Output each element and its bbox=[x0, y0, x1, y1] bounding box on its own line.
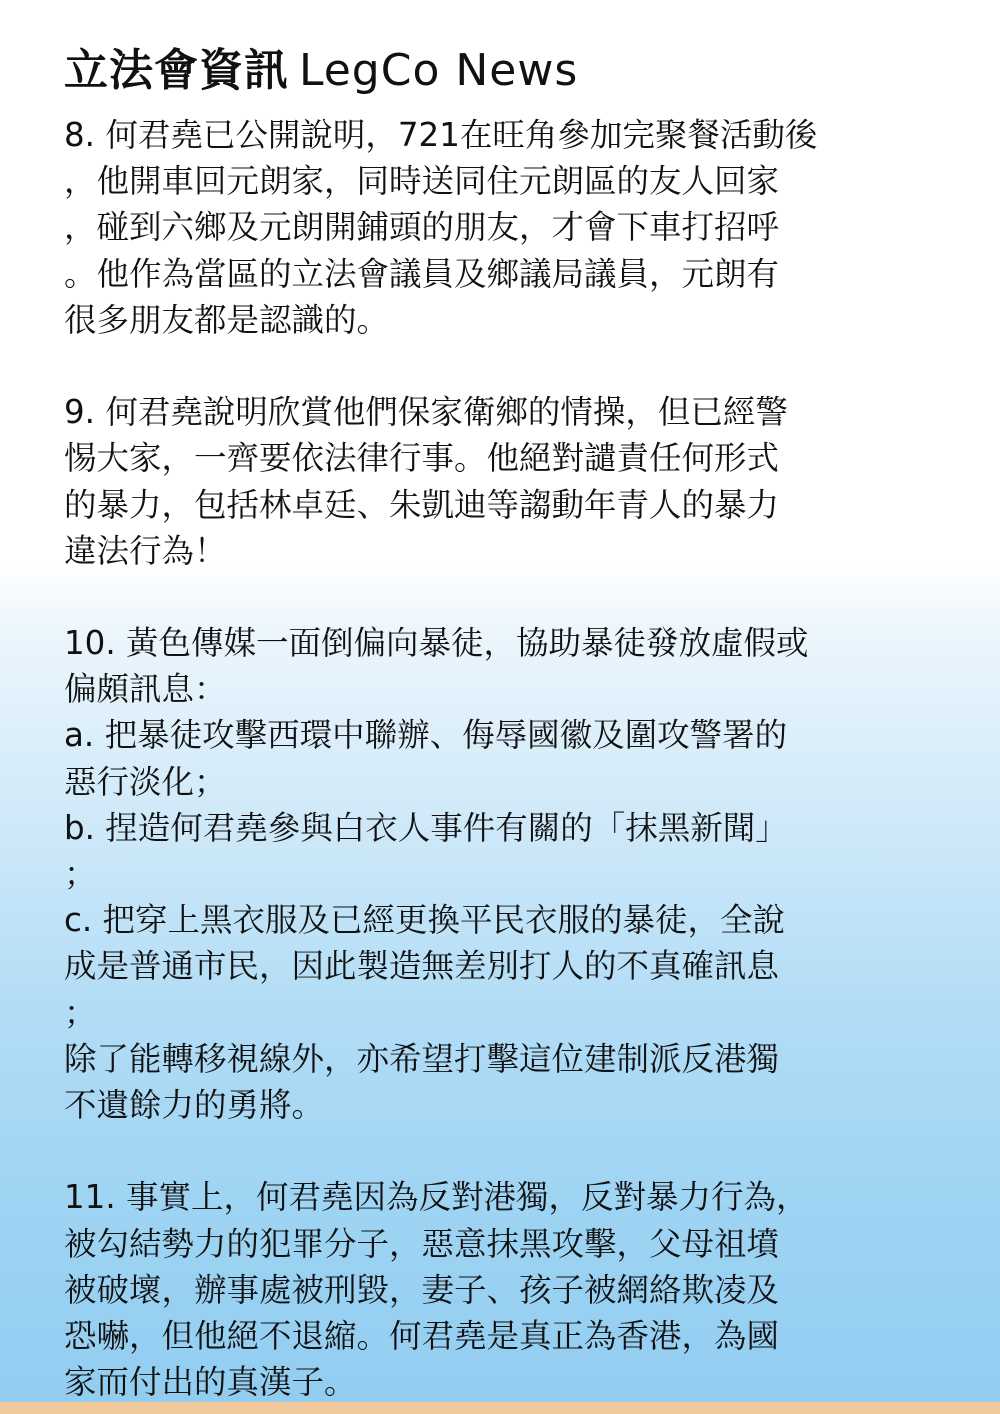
page-title-chinese: 立法會資訊 bbox=[64, 45, 289, 96]
paragraph-11 bbox=[64, 1174, 914, 1405]
page-title-english: LegCo News bbox=[299, 45, 579, 96]
text-line: 8. 何君堯已公開說明，721在旺角參加完聚餐活動後 bbox=[64, 116, 818, 154]
text-line: 被勾結勢力的犯罪分子，惡意抹黑攻擊，父母祖墳 bbox=[64, 1224, 780, 1263]
text-line: 10. 黃色傳媒一面倒偏向暴徒，協助暴徒發放虛假或 bbox=[64, 624, 809, 663]
text-line: 惕大家，一齊要依法律行事。他絕對譴責任何形式 bbox=[64, 439, 780, 478]
text-line: 違法行為！ bbox=[64, 531, 227, 570]
bottom-accent-bar bbox=[0, 1402, 1000, 1414]
page-title bbox=[64, 34, 578, 98]
text-line: 恐嚇，但他絕不退縮。何君堯是真正為香港，為國 bbox=[64, 1316, 780, 1355]
paragraph-9 bbox=[64, 389, 914, 574]
text-line: 9. 何君堯說明欣賞他們保家衛鄉的情操，但已經警 bbox=[64, 393, 788, 432]
text-line: ； bbox=[64, 855, 97, 893]
text-line: 除了能轉移視線外，亦希望打擊這位建制派反港獨 bbox=[64, 1039, 780, 1078]
text-line: 的暴力，包括林卓廷、朱凱迪等謅動年青人的暴力 bbox=[64, 485, 780, 524]
list-item-c: c. 把穿上黑衣服及已經更換平民衣服的暴徒，全說 bbox=[64, 901, 786, 940]
paragraph-spacer bbox=[64, 574, 914, 620]
text-line: 成是普通市民，因此製造無差別打人的不真確訊息 bbox=[64, 947, 780, 986]
list-item-b: b. 捏造何君堯參與白衣人事件有關的「抹黑新聞」 bbox=[64, 808, 788, 847]
text-line: ，碰到六鄉及元朗開鋪頭的朋友，才會下車打招呼 bbox=[64, 208, 780, 247]
text-line: ，他開車回元朗家，同時送同住元朗區的友人回家 bbox=[64, 162, 780, 201]
text-line: 。他作為當區的立法會議員及鄉議局議員，元朗有 bbox=[64, 254, 780, 293]
paragraph-spacer bbox=[64, 1128, 914, 1174]
text-line: 被破壞，辦事處被刑毀，妻子、孩子被網絡欺凌及 bbox=[64, 1270, 780, 1309]
text-line: 11. 事實上，何君堯因為反對港獨，反對暴力行為， bbox=[64, 1178, 809, 1217]
text-line: 惡行淡化； bbox=[64, 762, 227, 801]
text-line: 偏頗訊息： bbox=[64, 670, 227, 709]
paragraph-spacer bbox=[64, 343, 914, 389]
list-item-a: a. 把暴徒攻擊西環中聯辦、侮辱國徽及圍攻警署的 bbox=[64, 716, 788, 755]
text-line: 很多朋友都是認識的。 bbox=[64, 300, 390, 339]
text-line: 不遺餘力的勇將。 bbox=[64, 1085, 325, 1124]
text-line: 家而付出的真漢子。 bbox=[64, 1363, 357, 1402]
paragraph-10 bbox=[64, 620, 914, 1128]
paragraph-8 bbox=[64, 112, 914, 343]
article-body bbox=[64, 112, 914, 1405]
text-line: ； bbox=[64, 993, 97, 1032]
